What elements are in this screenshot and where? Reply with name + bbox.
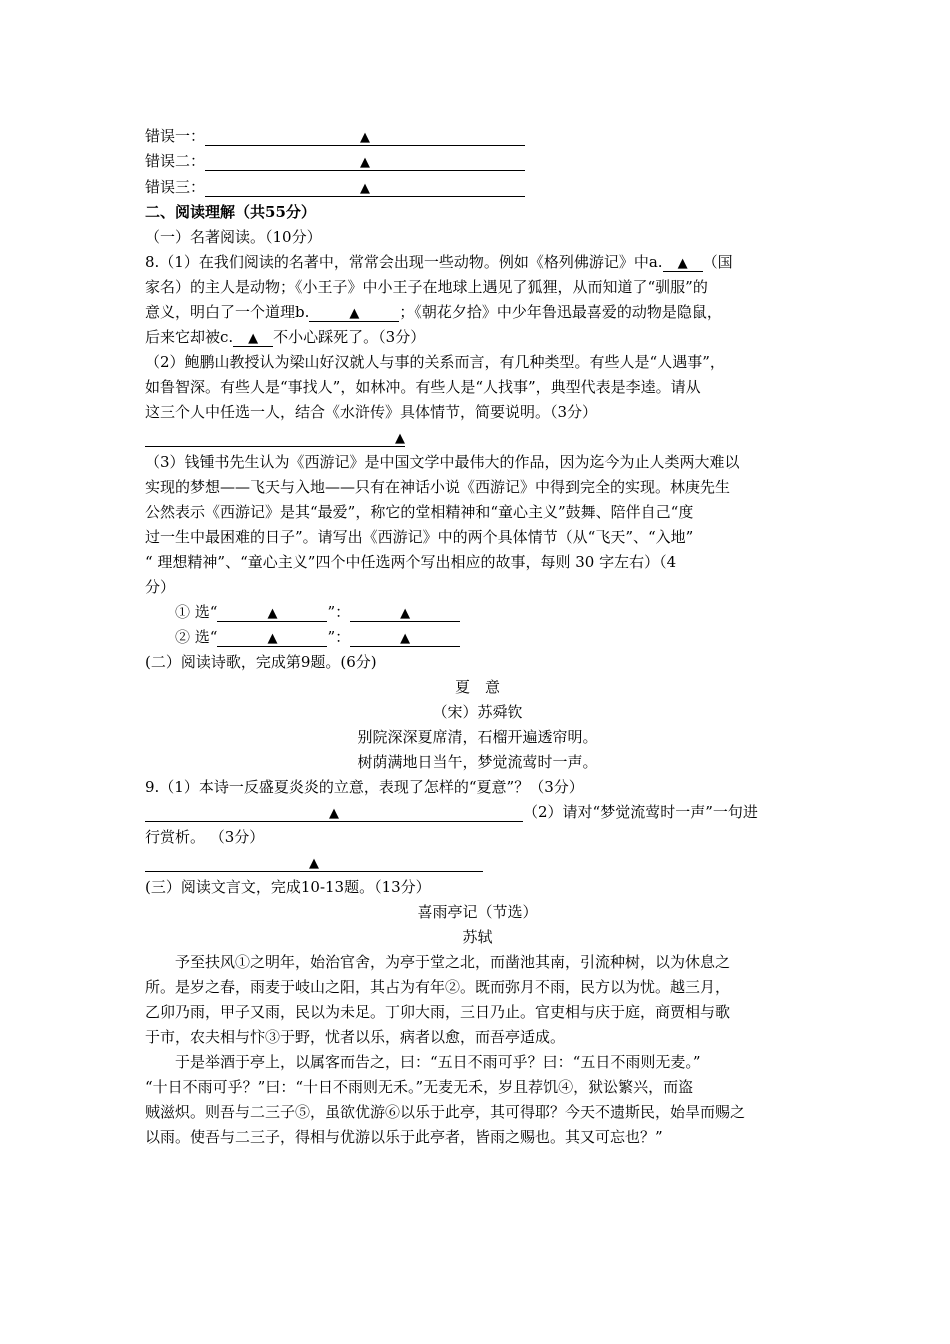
- triangle-marker-icon: ▲: [329, 806, 339, 821]
- triangle-marker-icon: ▲: [360, 181, 371, 196]
- answer-blank-choice-2-story[interactable]: [350, 628, 460, 647]
- answer-blank-error-1[interactable]: [205, 127, 525, 146]
- q8-2-line3: 这三个人中任选一人，结合《水浒传》具体情节，简要说明。（3分）: [145, 403, 598, 421]
- error-label-2: 错误二：: [145, 152, 206, 170]
- triangle-marker-icon: ▲: [267, 606, 278, 621]
- answer-blank-8b[interactable]: [309, 303, 399, 322]
- choice-1-prefix: ① 选“: [175, 603, 218, 621]
- poem-title: 夏 意: [454, 678, 500, 696]
- poem-author: （宋）苏舜钦: [432, 703, 523, 721]
- triangle-marker-icon: ▲: [360, 130, 371, 145]
- triangle-marker-icon: ▲: [349, 306, 360, 321]
- q8-1-line1: [145, 252, 733, 272]
- error-line-1: [145, 126, 525, 146]
- q8-1-text-b: （国: [702, 253, 733, 271]
- answer-blank-error-3[interactable]: [205, 178, 525, 197]
- triangle-marker-icon: ▲: [395, 431, 405, 446]
- q8-2-line2: 如鲁智深。有些人是“事找人”，如林冲。有些人是“人找事”，典型代表是李逵。请从: [145, 378, 701, 396]
- q8-1-text-a: 8.（1）在我们阅读的名著中，常常会出现一些动物。例如《格列佛游记》中a.: [145, 253, 663, 271]
- triangle-marker-icon: ▲: [267, 631, 278, 646]
- answer-blank-8-2[interactable]: [145, 428, 405, 447]
- q9-2-answer: [145, 852, 483, 872]
- q8-3-line6: 分）: [145, 578, 176, 596]
- part1-heading: （一）名著阅读。（10分）: [145, 228, 322, 246]
- q8-3-line1: （3）钱锺书先生认为《西游记》是中国文学中最伟大的作品，因为迄今为止人类两大难以: [145, 453, 740, 471]
- passage-p2-line2: “十日不雨可乎？”曰：“十日不雨则无禾。”无麦无禾，岁且荐饥④，狱讼繁兴，而盗: [145, 1078, 694, 1096]
- error-line-2: [145, 151, 525, 171]
- triangle-marker-icon: ▲: [248, 331, 259, 346]
- q9-1: 9.（1）本诗一反盛夏炎炎的立意，表现了怎样的“夏意”？（3分）: [145, 778, 584, 796]
- answer-blank-8c[interactable]: [233, 328, 273, 347]
- passage-p1-line3: 乙卯乃雨，甲子又雨，民以为未足。丁卯大雨，三日乃止。官吏相与庆于庭，商贾相与歌: [145, 1003, 731, 1021]
- passage-p2-line4: 以雨。使吾与二三子，得相与优游以乐于此亭者，皆雨之赐也。其又可忘也？”: [145, 1128, 663, 1146]
- poem-line-1: 别院深深夏席清，石榴开遍透帘明。: [357, 728, 598, 746]
- triangle-marker-icon: ▲: [400, 606, 411, 621]
- choice-1-mid: ”：: [327, 603, 351, 621]
- q8-1-line2: 家名）的主人是动物；《小王子》中小王子在地球上遇见了狐狸，从而知道了“驯服”的: [145, 278, 708, 296]
- answer-blank-9-2[interactable]: [145, 853, 483, 872]
- choice-2-mid: ”：: [327, 628, 351, 646]
- q9-2-text-a: （2）请对“梦觉流莺时一声”一句进: [523, 803, 758, 821]
- q8-3-line4: 过一生中最困难的日子”。请写出《西游记》中的两个具体情节（从“飞天”、“入地”: [145, 528, 694, 546]
- text-title: 喜雨亭记（节选）: [417, 903, 538, 921]
- error-line-3: [145, 177, 525, 197]
- triangle-marker-icon: ▲: [360, 155, 371, 170]
- q8-3-line3: 公然表示《西游记》是其“最爱”，称它的堂相精神和“童心主义”鼓舞、陪伴自己“度: [145, 503, 694, 521]
- q8-1-line4: [145, 327, 425, 347]
- q8-1-text-g: 不小心踩死了。（3分）: [273, 328, 426, 346]
- poem-line-2: 树荫满地日当午，梦觉流莺时一声。: [357, 753, 598, 771]
- q8-2-line1: （2）鲍鹏山教授认为梁山好汉就人与事的关系而言，有几种类型。有些人是“人遇事”，: [145, 353, 725, 371]
- section-title: 二、阅读理解（共55分）: [145, 203, 316, 221]
- q8-1-text-f: 后来它却被c.: [145, 328, 234, 346]
- choice-2: [145, 627, 460, 647]
- passage-p2-line1: 于是举酒于亭上，以属客而告之，曰：“五日不雨可乎？曰：“五日不雨则无麦。”: [175, 1053, 701, 1071]
- triangle-marker-icon: ▲: [677, 256, 688, 271]
- error-label-3: 错误三：: [145, 178, 206, 196]
- triangle-marker-icon: ▲: [400, 631, 411, 646]
- answer-blank-choice-2-topic[interactable]: [217, 628, 327, 647]
- answer-blank-choice-1-topic[interactable]: [217, 603, 327, 622]
- choice-2-prefix: ② 选“: [175, 628, 218, 646]
- part3-heading: (三）阅读文言文，完成10-13题。（13分）: [145, 878, 431, 896]
- q8-1-text-d: 意义，明白了一个道理b.: [145, 303, 310, 321]
- q8-1-line3: [145, 302, 722, 322]
- q8-3-line2: 实现的梦想——飞天与入地——只有在神话小说《西游记》中得到完全的实现。林庚先生: [145, 478, 731, 496]
- answer-blank-choice-1-story[interactable]: [350, 603, 460, 622]
- q9-answer-line: [145, 802, 758, 822]
- text-author: 苏轼: [462, 928, 493, 946]
- q8-3-line5: “ 理想精神”、“童心主义”四个中任选两个写出相应的故事，每则 30 字左右）（4: [145, 553, 677, 571]
- passage-p1-line4: 于市，农夫相与忭③于野，忧者以乐，病者以愈，而吾亭适成。: [145, 1028, 566, 1046]
- passage-p1-line2: 所。是岁之春，雨麦于岐山之阳，其占为有年②。既而弥月不雨，民方以为忧。越三月，: [145, 978, 731, 996]
- q8-2-answer: [145, 427, 405, 447]
- q8-1-text-e: ；《朝花夕拾》中少年鲁迅最喜爱的动物是隐鼠，: [399, 303, 722, 321]
- answer-blank-error-2[interactable]: [205, 152, 525, 171]
- passage-p1-line1: 予至扶风①之明年，始治官舍，为亭于堂之北，而凿池其南，引流种树，以为休息之: [175, 953, 731, 971]
- passage-p2-line3: 贼滋炽。则吾与二三子⑤，虽欲优游⑥以乐于此亭，其可得耶？今天不遗斯民，始旱而赐之: [145, 1103, 746, 1121]
- triangle-marker-icon: ▲: [309, 856, 319, 871]
- answer-blank-8a[interactable]: [663, 253, 703, 272]
- answer-blank-9-1[interactable]: [145, 803, 523, 822]
- choice-1: [145, 602, 460, 622]
- part2-heading: (二）阅读诗歌，完成第9题。(6分): [145, 653, 377, 671]
- error-label-1: 错误一：: [145, 127, 206, 145]
- q9-2-line2: 行赏析。 （3分）: [145, 828, 265, 846]
